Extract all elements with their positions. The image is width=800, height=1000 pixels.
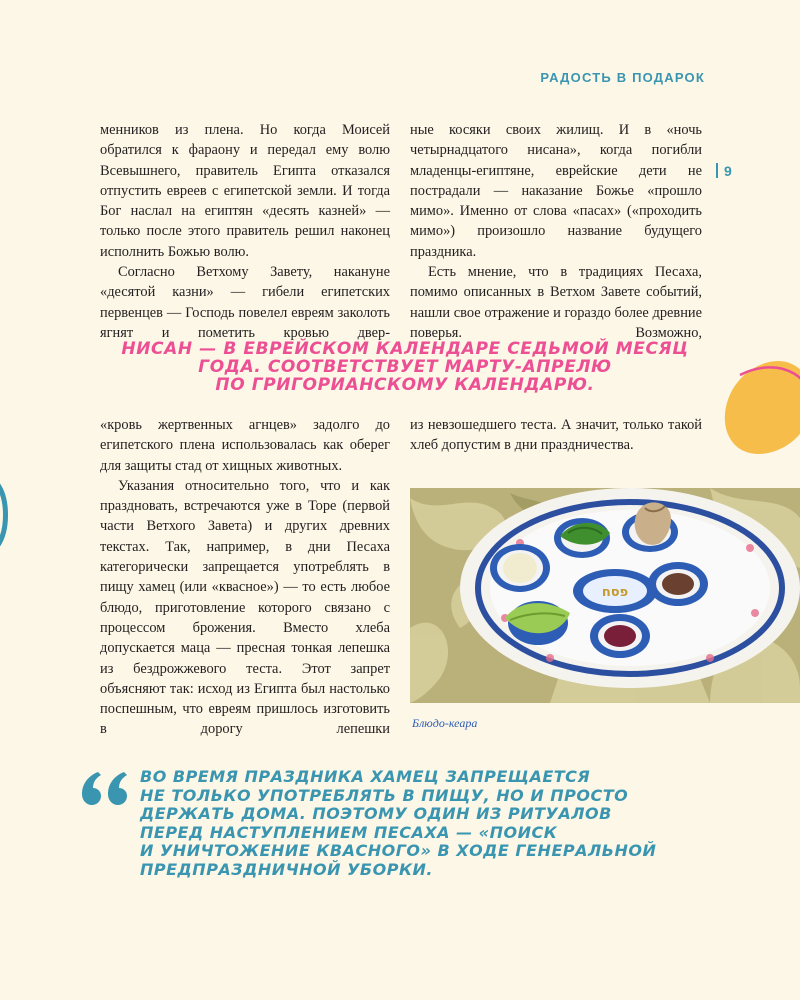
text-column-1 bbox=[100, 120, 390, 343]
figure-caption: Блюдо-кеара bbox=[412, 716, 478, 730]
text-column-4 bbox=[410, 415, 702, 456]
pull-quote-line: НИСАН — В ЕВРЕЙСКОМ КАЛЕНДАРЕ СЕДЬМОЙ МЕСЯЦ bbox=[121, 339, 689, 359]
pull-quote-line: ПО ГРИГОРИАНСКОМУ КАЛЕНДАРЮ. bbox=[215, 375, 595, 395]
highlight-quote bbox=[140, 768, 720, 879]
page-number bbox=[716, 163, 732, 179]
quote-line: ВО ВРЕМЯ ПРАЗДНИКА ХАМЕЦ ЗАПРЕЩАЕТСЯ bbox=[140, 767, 591, 786]
body-paragraph: ные косяки своих жилищ. И в «ночь четырнадцатого нисана», когда погибли младенцы-египтяне, еврейские дети не пострадали — наказание Божье «прошло мимо». Именно от слова «пасах» («проходить мимо») произошло название будущего праздника. bbox=[410, 122, 702, 260]
body-paragraph: Указания относительно того, что и как праздновать, встречаются уже в Торе (первой части Ветхого Завета) и других древних текстах. Так, например, в дни Песаха категорически запрещается употреблять в пищу хамец (или «квасное») — то есть любое блюдо, приготовление которого связано с процессом брожения. Вместо хлеба допускается маца — пресная тонкая лепешка из бездрожжевого теста. Этот запрет объясняют так: исход из Египта был настолько поспешным, что евреям пришлось изготовить в дорогу лепешки bbox=[100, 477, 390, 738]
quote-line: ПРЕДПРАЗДНИЧНОЙ УБОРКИ. bbox=[140, 859, 433, 879]
quote-line: ПЕРЕД НАСТУПЛЕНИЕМ ПЕСАХА — «ПОИСК bbox=[140, 822, 558, 842]
svg-text:פסח: פסח bbox=[601, 585, 629, 600]
section-header: РАДОСТЬ В ПОДАРОК bbox=[540, 70, 705, 85]
quote-line: НЕ ТОЛЬКО УПОТРЕБЛЯТЬ В ПИЩУ, НО И ПРОСТО bbox=[140, 785, 629, 805]
body-paragraph: Есть мнение, что в традициях Песаха, помимо описанных в Ветхом Завете событий, нашли свое отражение и гораздо более древние поверья. Возможно, bbox=[410, 264, 702, 341]
quote-line: ДЕРЖАТЬ ДОМА. ПОЭТОМУ ОДИН ИЗ РИТУАЛОВ bbox=[140, 804, 612, 823]
page-number-divider bbox=[716, 163, 718, 178]
body-paragraph: Согласно Ветхому Завету, накануне «десятой казни» — гибели египетских первенцев — Господь повелел евреям заколоть ягнят и пометить кровью двер- bbox=[100, 264, 390, 341]
quote-line: И УНИЧТОЖЕНИЕ КВАСНОГО» В ХОДЕ ГЕНЕРАЛЬНОЙ bbox=[140, 841, 657, 860]
body-paragraph: «кровь жертвенных агнцев» задолго до египетского плена использовалась как оберег для защиты стад от хищных животных. bbox=[100, 417, 390, 474]
pull-quote-line: ГОДА. СООТВЕТСТВУЕТ МАРТУ-АПРЕЛЮ bbox=[198, 357, 612, 377]
text-column-2 bbox=[410, 120, 702, 343]
body-paragraph: из невзошедшего теста. А значит, только такой хлеб допустим в дни праздничества. bbox=[410, 417, 702, 454]
pull-quote bbox=[100, 340, 710, 394]
quote-mark-icon bbox=[80, 768, 128, 808]
seder-plate-illustration bbox=[410, 488, 800, 703]
decorative-arc bbox=[0, 480, 20, 550]
body-paragraph: менников из плена. Но когда Моисей обратился к фараону и передал ему волю Всевышнего, правитель Египта отказался отпустить евреев с египетской земли. И тогда Бог наслал на египтян «десять казней» — только после этого правитель решил наконец исполнить Божью волю. bbox=[100, 122, 390, 260]
seder-plate-photo bbox=[410, 488, 800, 703]
page-number-text: 9 bbox=[724, 163, 732, 179]
text-column-3 bbox=[100, 415, 390, 740]
